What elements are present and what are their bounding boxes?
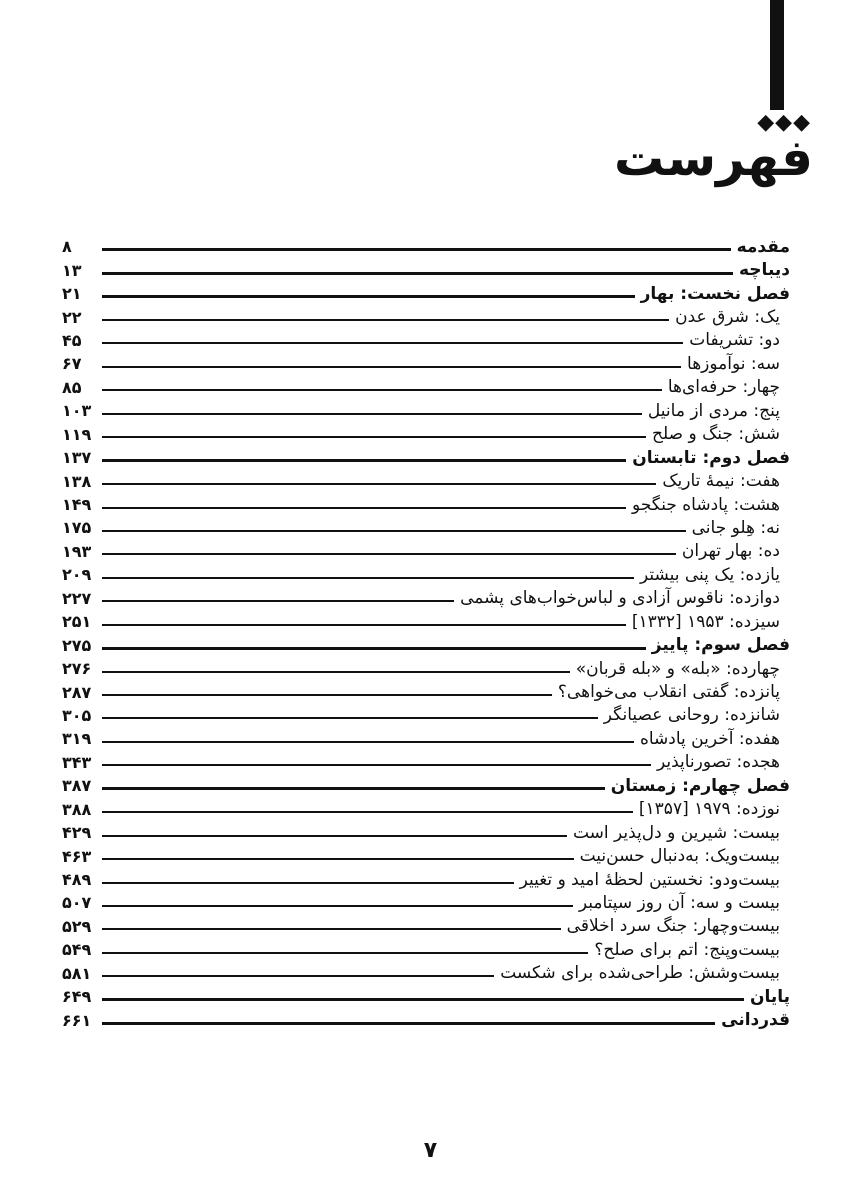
toc-entry[interactable]: [62, 423, 790, 446]
toc-leader-line: [102, 624, 626, 626]
toc-page-number: ۴۸۹: [62, 870, 92, 890]
toc-page-number: ۶۴۹: [62, 987, 92, 1007]
decorative-vertical-bar: [770, 0, 784, 110]
toc-entry[interactable]: [62, 610, 790, 633]
toc-leader-line: [102, 975, 494, 977]
toc-page-number: ۱۱۹: [62, 424, 92, 444]
toc-leader-line: [102, 764, 651, 766]
page-title: فهرست: [614, 129, 813, 187]
toc-entry-title: سیزده: ۱۹۵۳ [۱۳۳۲]: [631, 611, 780, 632]
toc-page-number: ۳۴۳: [62, 752, 92, 772]
toc-entry-title: بیست‌وشش: طراحی‌شده برای شکست: [500, 963, 780, 984]
toc-page-number: ۲۱: [62, 284, 82, 304]
toc-leader-line: [102, 436, 646, 438]
toc-page-number: ۲۸۷: [62, 682, 92, 702]
toc-entry-title: بیست‌وپنج: اتم برای صلح؟: [594, 939, 780, 960]
toc-leader-line: [102, 647, 646, 650]
toc-entry-title: بیست‌ودو: نخستین لحظهٔ امید و تغییر: [519, 869, 780, 890]
toc-leader-line: [102, 671, 570, 673]
toc-entry-title: سه: نوآموزها: [687, 353, 780, 374]
toc-entry[interactable]: [62, 891, 790, 914]
toc-entry[interactable]: [62, 844, 790, 867]
toc-page-number: ۴۵: [62, 330, 82, 350]
toc-page-number: ۳۸۸: [62, 799, 92, 819]
toc-page-number: ۱۴۹: [62, 495, 92, 515]
toc-leader-line: [102, 882, 514, 884]
toc-entry-title: چهار: حرفه‌ای‌ها: [667, 377, 780, 398]
toc-entry[interactable]: [62, 493, 790, 516]
toc-page-number: ۱۳: [62, 260, 82, 280]
toc-entry[interactable]: [62, 587, 790, 610]
toc-page-number: ۸: [62, 237, 72, 257]
toc-leader-line: [102, 553, 676, 555]
toc-leader-line: [102, 413, 642, 415]
toc-entry[interactable]: [62, 751, 790, 774]
toc-entry[interactable]: [62, 798, 790, 821]
toc-leader-line: [102, 600, 454, 602]
toc-entry-title: هفده: آخرین پادشاه: [639, 728, 780, 749]
toc-leader-line: [102, 507, 626, 509]
toc-leader-line: [102, 1022, 715, 1025]
toc-entry[interactable]: [62, 680, 790, 703]
toc-page-number: ۸۵: [62, 377, 82, 397]
toc-leader-line: [102, 811, 633, 813]
toc-entry-title: دوازده: ناقوس آزادی و لباس‌خواب‌های پشمی: [460, 588, 780, 609]
toc-leader-line: [102, 272, 733, 275]
toc-entry[interactable]: [62, 399, 790, 422]
toc-entry-title: چهارده: «بله» و «بله قربان»: [575, 658, 780, 679]
toc-page-number: ۱۳۷: [62, 448, 92, 468]
toc-page-number: ۵۸۱: [62, 963, 92, 983]
toc-entry[interactable]: [62, 446, 790, 469]
toc-entry[interactable]: [62, 774, 790, 797]
toc-leader-line: [102, 295, 635, 298]
toc-page-number: ۲۲۷: [62, 588, 92, 608]
toc-entry-title: فصل سوم: پاییز: [651, 635, 790, 656]
toc-leader-line: [102, 928, 561, 930]
toc-entry-title: پایان: [749, 986, 790, 1007]
toc-entry[interactable]: [62, 540, 790, 563]
toc-entry-title: پانزده: گفتی انقلاب می‌خواهی؟: [557, 682, 780, 703]
toc-entry[interactable]: [62, 1008, 790, 1031]
toc-entry[interactable]: [62, 282, 790, 305]
toc-leader-line: [102, 717, 598, 719]
toc-entry-title: مقدمه: [736, 236, 790, 257]
toc-leader-line: [102, 998, 744, 1001]
toc-entry-title: بیست‌ویک: به‌دنبال حسن‌نیت: [579, 846, 780, 867]
toc-entry-title: فصل دوم: تابستان: [632, 447, 790, 468]
toc-page-number: ۱۳۸: [62, 471, 92, 491]
toc-entry[interactable]: [62, 469, 790, 492]
toc-entry-title: شانزده: روحانی عصیانگر: [603, 705, 780, 726]
toc-leader-line: [102, 248, 731, 251]
toc-page-number: ۱۷۵: [62, 518, 92, 538]
toc-page-number: ۵۰۷: [62, 893, 92, 913]
toc-page-number: ۲۷۶: [62, 659, 92, 679]
toc-page-number: ۳۰۵: [62, 705, 92, 725]
toc-page-number: ۳۸۷: [62, 776, 92, 796]
toc-leader-line: [102, 577, 634, 579]
toc-page-number: ۵۲۹: [62, 916, 92, 936]
toc-leader-line: [102, 389, 662, 391]
table-of-contents: [62, 235, 790, 1032]
toc-leader-line: [102, 366, 681, 368]
toc-page-number: ۵۴۹: [62, 940, 92, 960]
toc-entry-title: فصل چهارم: زمستان: [610, 775, 790, 796]
toc-entry-title: یازده: یک پنی بیشتر: [639, 564, 780, 585]
toc-entry-title: یک: شرق عدن: [675, 307, 780, 328]
toc-entry[interactable]: [62, 516, 790, 539]
toc-leader-line: [102, 952, 588, 954]
toc-leader-line: [102, 835, 567, 837]
toc-page-number: ۶۶۱: [62, 1010, 92, 1030]
toc-page-number: ۲۷۵: [62, 635, 92, 655]
toc-entry-title: هجده: تصورناپذیر: [656, 752, 780, 773]
toc-entry[interactable]: [62, 563, 790, 586]
toc-page-number: ۳۱۹: [62, 729, 92, 749]
toc-entry-title: ده: بهار تهران: [681, 541, 780, 562]
toc-leader-line: [102, 694, 552, 696]
toc-leader-line: [102, 741, 634, 743]
toc-leader-line: [102, 530, 686, 532]
toc-entry[interactable]: [62, 938, 790, 961]
toc-page-number: ۴۲۹: [62, 823, 92, 843]
toc-entry[interactable]: [62, 985, 790, 1008]
toc-page-number: ۱۰۳: [62, 401, 92, 421]
toc-entry[interactable]: [62, 657, 790, 680]
toc-entry-title: دو: تشریفات: [689, 330, 780, 351]
toc-entry[interactable]: [62, 727, 790, 750]
page-number: ۷: [423, 1138, 438, 1163]
toc-leader-line: [102, 905, 573, 907]
toc-entry[interactable]: [62, 704, 790, 727]
toc-entry-title: فصل نخست: بهار: [640, 283, 790, 304]
toc-leader-line: [102, 858, 574, 860]
toc-entry[interactable]: [62, 258, 790, 281]
toc-leader-line: [102, 459, 626, 462]
toc-entry[interactable]: [62, 821, 790, 844]
toc-page-number: ۱۹۳: [62, 541, 92, 561]
toc-page-number: ۶۷: [62, 354, 82, 374]
toc-entry-title: شش: جنگ و صلح: [652, 424, 780, 445]
toc-page-number: ۲۲: [62, 307, 82, 327]
toc-page-number: ۴۶۳: [62, 846, 92, 866]
toc-leader-line: [102, 483, 656, 485]
toc-leader-line: [102, 342, 683, 344]
toc-entry-title: هفت: نیمهٔ تاریک: [662, 471, 780, 492]
toc-entry-title: نه: هِلو جانی: [691, 517, 780, 538]
toc-entry-title: بیست‌وچهار: جنگ سرد اخلاقی: [566, 916, 780, 937]
toc-leader-line: [102, 319, 669, 321]
toc-entry-title: قدردانی: [721, 1010, 790, 1031]
ornament-dots: ◆◆◆: [757, 110, 811, 135]
toc-page-number: ۲۵۱: [62, 612, 92, 632]
toc-entry[interactable]: [62, 376, 790, 399]
toc-entry[interactable]: [62, 352, 790, 375]
toc-entry-title: هشت: پادشاه جنگجو: [632, 494, 780, 515]
toc-entry-title: نوزده: ۱۹۷۹ [۱۳۵۷]: [638, 799, 780, 820]
toc-entry[interactable]: [62, 633, 790, 656]
toc-entry[interactable]: [62, 235, 790, 258]
toc-entry-title: بیست: شیرین و دل‌پذیر است: [572, 822, 780, 843]
toc-entry-title: پنج: مردی از مانیل: [647, 400, 780, 421]
toc-entry[interactable]: [62, 962, 790, 985]
toc-leader-line: [102, 787, 605, 790]
toc-page-number: ۲۰۹: [62, 565, 92, 585]
toc-entry-title: بیست و سه: آن روز سپتامبر: [578, 892, 780, 913]
toc-entry[interactable]: [62, 329, 790, 352]
toc-entry[interactable]: [62, 305, 790, 328]
toc-entry-title: دیباچه: [739, 260, 790, 281]
toc-entry[interactable]: [62, 868, 790, 891]
toc-entry[interactable]: [62, 915, 790, 938]
